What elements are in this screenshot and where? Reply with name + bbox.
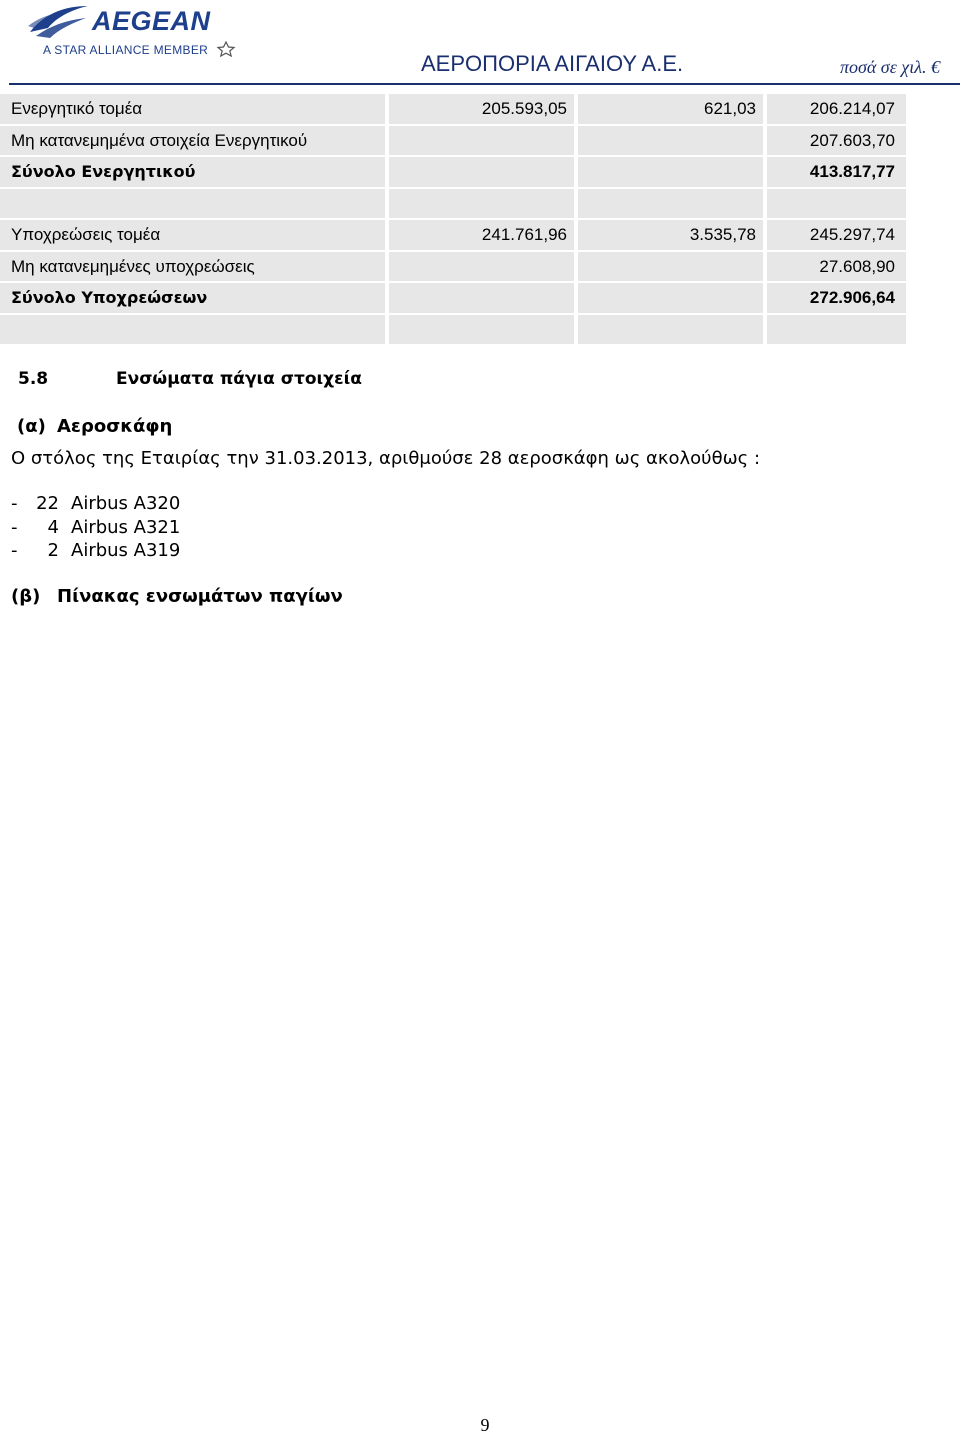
table-row — [0, 156, 960, 188]
segment-2-value — [578, 283, 763, 313]
total-value: 207.603,70 — [767, 126, 906, 156]
table-row — [0, 219, 960, 251]
logo-wordmark: AEGEAN — [92, 6, 211, 36]
segment-1-value — [389, 315, 574, 345]
segment-2-value: 621,03 — [578, 94, 763, 124]
section-number: 5.8 — [18, 369, 49, 389]
star-alliance-icon — [216, 41, 236, 57]
page-number: 9 — [480, 1415, 490, 1435]
table-row — [0, 188, 960, 220]
company-name: ΑΕΡΟΠΟΡΙΑ ΑΙΓΑΙΟΥ Α.Ε. — [421, 51, 684, 76]
amounts-note: ποσά σε χιλ. € — [839, 57, 940, 77]
list-dash: - — [11, 540, 18, 561]
list-dash: - — [11, 493, 18, 514]
table-row — [0, 282, 960, 314]
segment-2-value — [578, 189, 763, 219]
section-title: Ενσώματα πάγια στοιχεία — [116, 369, 362, 389]
aircraft-count: 4 — [47, 516, 59, 538]
subsection-b-heading — [11, 586, 343, 607]
row-label: Σύνολο Ενεργητικού — [0, 157, 385, 187]
table-row — [0, 125, 960, 157]
row-label — [0, 189, 385, 219]
total-value — [767, 315, 906, 345]
total-value: 413.817,77 — [767, 157, 906, 187]
list-item — [11, 493, 180, 517]
aegean-logo — [26, 0, 258, 62]
row-label: Μη κατανεμημένες υποχρεώσεις — [0, 252, 385, 282]
segment-1-value — [389, 252, 574, 282]
section-heading — [18, 369, 362, 389]
segment-2-value — [578, 252, 763, 282]
list-item — [11, 517, 180, 541]
fleet-paragraph: Ο στόλος της Εταιρίας την 31.03.2013, αριθμούσε 28 αεροσκάφη ως ακολούθως : — [11, 448, 761, 469]
total-value: 272.906,64 — [767, 283, 906, 313]
segment-1-value — [389, 157, 574, 187]
segment-table — [0, 93, 960, 345]
subsection-a-title: Αεροσκάφη — [57, 416, 173, 437]
table-row — [0, 314, 960, 346]
total-value: 245.297,74 — [767, 220, 906, 250]
list-item — [11, 540, 180, 564]
total-value — [767, 189, 906, 219]
subsection-a-label: (α) — [17, 416, 46, 437]
segment-1-value: 241.761,96 — [389, 220, 574, 250]
aircraft-model: Airbus A321 — [71, 516, 181, 538]
aircraft-count: 22 — [36, 493, 59, 514]
segment-1-value — [389, 126, 574, 156]
row-label: Ενεργητικό τομέα — [0, 94, 385, 124]
subsection-b-label: (β) — [11, 586, 41, 607]
aircraft-count: 2 — [47, 540, 59, 561]
logo-tagline: A STAR ALLIANCE MEMBER — [43, 41, 236, 57]
segment-2-value — [578, 157, 763, 187]
total-value: 206.214,07 — [767, 94, 906, 124]
header-rule — [9, 83, 960, 85]
segment-2-value: 3.535,78 — [578, 220, 763, 250]
aegean-bird-icon — [26, 2, 92, 42]
segment-2-value — [578, 126, 763, 156]
row-label: Μη κατανεμημένα στοιχεία Ενεργητικού — [0, 126, 385, 156]
row-label: Υποχρεώσεις τομέα — [0, 220, 385, 250]
aircraft-model: Airbus A319 — [71, 540, 181, 561]
fleet-list — [11, 493, 180, 564]
row-label — [0, 315, 385, 345]
segment-2-value — [578, 315, 763, 345]
aircraft-model: Airbus A320 — [71, 493, 181, 514]
table-row — [0, 251, 960, 283]
segment-1-value — [389, 283, 574, 313]
table-row — [0, 93, 960, 125]
subsection-b-title: Πίνακας ενσωμάτων παγίων — [57, 586, 343, 607]
segment-1-value — [389, 189, 574, 219]
segment-1-value: 205.593,05 — [389, 94, 574, 124]
list-dash: - — [11, 516, 18, 538]
row-label: Σύνολο Υποχρεώσεων — [0, 283, 385, 313]
subsection-a-heading — [17, 416, 172, 437]
total-value: 27.608,90 — [767, 252, 906, 282]
